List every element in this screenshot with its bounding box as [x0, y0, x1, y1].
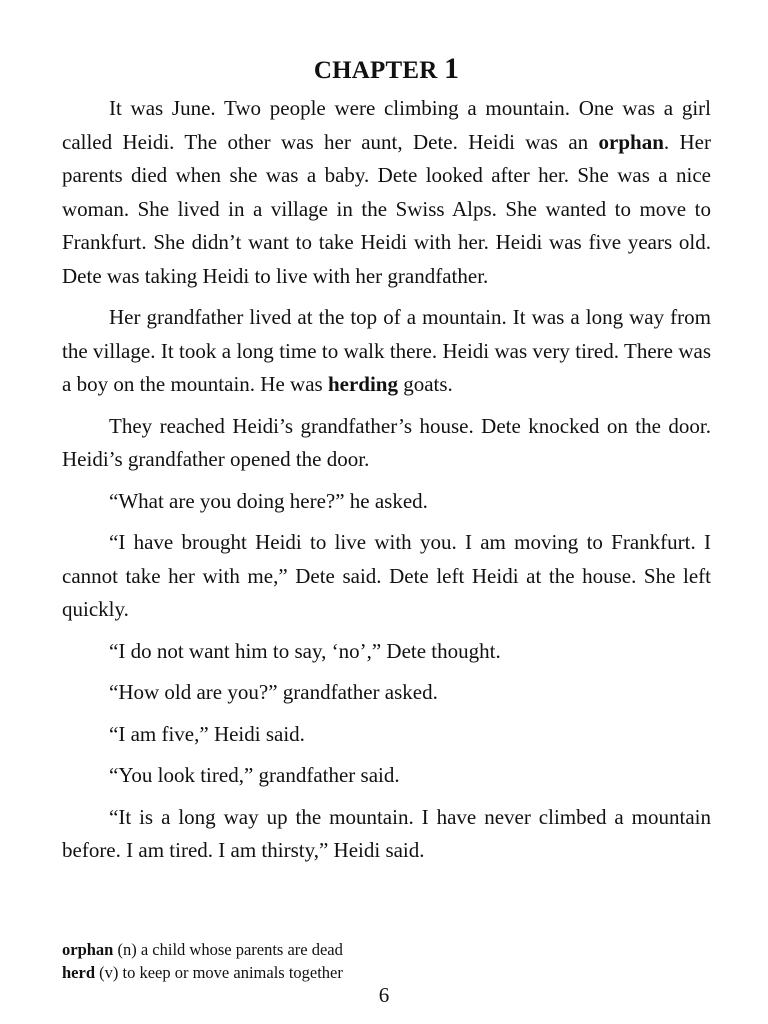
- chapter-body: [62, 92, 711, 868]
- paragraph: [62, 92, 711, 293]
- text-segment: They reached Heidi’s grandfather’s house. Dete knocked on the door. Heidi’s grandfather opened the door.: [62, 413, 711, 471]
- chapter-heading: [62, 52, 711, 88]
- text-segment: “I have brought Heidi to live with you. I am moving to Frankfurt. I cannot take her with me,” Dete said. Dete left Heidi at the house. She left quickly.: [62, 530, 711, 621]
- text-segment: . Her parents died when she was a baby. Dete looked after her. She was a nice woman. She lived in a village in the Swiss Alps. She wanted to move to Frankfurt. She didn’t want to take Heidi with her. Heidi was five years old. Dete was taking Heidi to live with her grandfather.: [62, 129, 711, 288]
- page-number: 6: [378, 983, 390, 1007]
- chapter-label: CHAPTER: [313, 57, 438, 84]
- paragraph: [62, 718, 711, 752]
- text-segment: “I do not want him to say, ‘no’,” Dete thought.: [109, 638, 501, 663]
- glossary-entry: [62, 938, 711, 961]
- glossary-definition: (n) a child whose parents are dead: [113, 940, 343, 959]
- glossary-definition: (v) to keep or move animals together: [95, 963, 343, 982]
- book-page: [62, 52, 711, 876]
- bold-term: orphan: [598, 129, 664, 154]
- paragraph: [62, 759, 711, 793]
- paragraph: [62, 526, 711, 627]
- glossary-term: orphan: [62, 940, 114, 959]
- paragraph: [62, 485, 711, 519]
- text-segment: Her grandfather lived at the top of a mountain. It was a long way from the village. It took a long time to walk there. Heidi was very tired. There was a boy on the mountain. He was: [62, 305, 711, 396]
- paragraph: [62, 301, 711, 402]
- chapter-number: 1: [443, 52, 460, 85]
- text-segment: “You look tired,” grandfather said.: [109, 763, 400, 787]
- paragraph: [62, 635, 711, 669]
- text-segment: “How old are you?” grandfather asked.: [109, 680, 438, 704]
- glossary: [62, 938, 711, 984]
- bold-term: herding: [327, 372, 398, 396]
- paragraph: [62, 410, 711, 477]
- text-segment: goats.: [397, 372, 453, 396]
- text-segment: “What are you doing here?” he asked.: [109, 488, 428, 513]
- text-segment: “I am five,” Heidi said.: [109, 721, 305, 746]
- glossary-entry: [62, 961, 711, 984]
- text-segment: It was June. Two people were climbing a mountain. One was a girl called Heidi. The other was her aunt, Dete. Heidi was an: [62, 96, 711, 154]
- glossary-term: herd: [62, 963, 95, 982]
- paragraph: [62, 676, 711, 710]
- paragraph: [62, 801, 711, 868]
- text-segment: “It is a long way up the mountain. I have never climbed a mountain before. I am tired. I am thirsty,” Heidi said.: [62, 804, 711, 862]
